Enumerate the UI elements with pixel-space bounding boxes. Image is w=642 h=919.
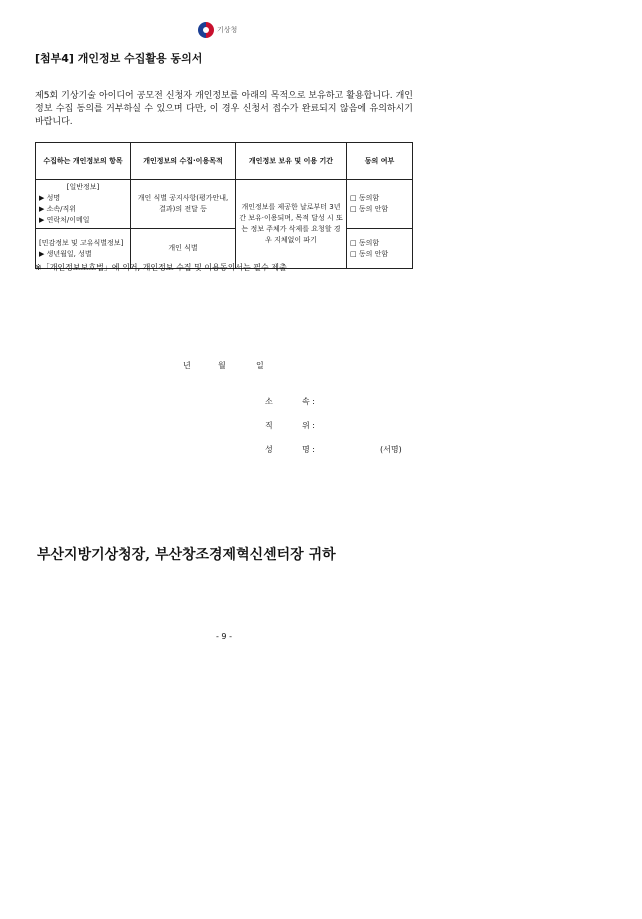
date-month: 월 (218, 361, 226, 370)
retention-cell: 개인정보를 제공한 날로부터 3년간 보유·이용되며, 목적 달성 시 또는 정보 주체가 삭제를 요청할 경우 지체없이 파기 (236, 180, 347, 269)
header-consent: 동의 여부 (347, 143, 413, 180)
header-purpose: 개인정보의 수집·이용목적 (131, 143, 236, 180)
logo-text: 기상청 (217, 26, 238, 34)
affiliation-label-1: 소 (265, 397, 273, 406)
purpose-cell: 개인 식별 (131, 229, 236, 269)
header-retention: 개인정보 보유 및 이용 기간 (236, 143, 347, 180)
consent-disagree-checkbox[interactable]: □ 동의 안함 (350, 249, 389, 258)
item: ▶ 성명 (39, 194, 61, 202)
consent-table (35, 142, 413, 269)
item: ▶ 생년월일, 성별 (39, 249, 92, 258)
header-items: 수집하는 개인정보의 항목 (36, 143, 131, 180)
position-label-2: 위 : (302, 421, 315, 430)
addressee: 부산지방기상청장, 부산창조경제혁신센터장 귀하 (37, 547, 336, 563)
item: ▶ 연락처/이메일 (39, 216, 90, 224)
name-label-2: 명 : (302, 445, 315, 454)
item: ▶ 소속/직위 (39, 205, 77, 213)
consent-disagree-checkbox[interactable]: □ 동의 안함 (350, 205, 389, 213)
position-label-1: 직 (265, 421, 273, 430)
table-header-row (36, 143, 413, 180)
purpose-cell: 개인 식별 공지사항(평가안내, 결과)의 전달 등 (131, 180, 236, 229)
date-day: 일 (256, 361, 264, 370)
items-cell (36, 180, 131, 229)
page-number: - 9 - (216, 632, 232, 641)
intro-paragraph: 제5회 기상기술 아이디어 공모전 신청자 개인정보를 아래의 목적으로 보유하고 활용합니다. 개인정보 수집 동의를 거부하실 수 있으며 다만, 이 경우 신청서 접수가 완료되지 않음에 유의하시기 바랍니다. (35, 91, 413, 127)
name-label-1: 성 (265, 445, 273, 454)
category-label: [일반정보] (66, 183, 100, 191)
consent-agree-checkbox[interactable]: □ 동의함 (350, 238, 380, 247)
consent-agree-checkbox[interactable]: □ 동의함 (350, 194, 380, 202)
signature-label: (서명) (380, 445, 402, 454)
kma-emblem-icon (198, 22, 214, 38)
legal-note: ※「개인정보보호법」에 의거, 개인정보 수집 및 이용동의서는 필수 제출 (35, 263, 287, 272)
consent-cell (347, 229, 413, 269)
category-label: [민감정보 및 고유식별정보] (39, 238, 124, 247)
document-title: [첨부4] 개인정보 수집활용 동의서 (35, 52, 203, 65)
affiliation-label-2: 속 : (302, 397, 315, 406)
kma-logo (198, 22, 237, 38)
table-row (36, 180, 413, 229)
date-year: 년 (183, 361, 191, 370)
consent-cell (347, 180, 413, 229)
